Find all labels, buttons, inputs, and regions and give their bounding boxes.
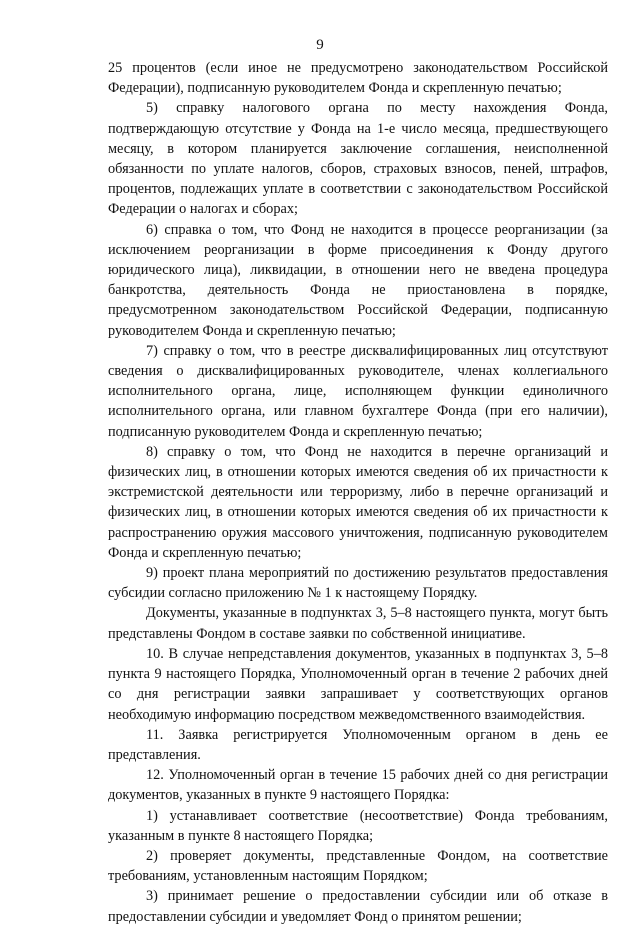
- paragraph-clause-11: 11. Заявка регистрируется Уполномоченным органом в день ее представления.: [108, 726, 608, 763]
- paragraph-clause-10: 10. В случае непредставления документов, указанных в подпунктах 3, 5–8 пункта 9 настоящего Порядка, Уполномоченный орган в течение 2 рабочих дней со дня регистрации заявки запрашивает у соответствующих органов необходимую информацию посредством межведомственного взаимодействия.: [108, 645, 608, 723]
- paragraph-subitem-1: 1) устанавливает соответствие (несоответствие) Фонда требованиям, указанным в пункте 8 настоящего Порядка;: [108, 807, 608, 844]
- paragraph-continuation: 25 процентов (если иное не предусмотрено законодательством Российской Федерации), подписанную руководителем Фонда и скрепленную печатью;: [108, 60, 608, 97]
- paragraph-item-7: 7) справку о том, что в реестре дисквалифицированных лиц отсутствуют сведения о дисквалифицированных руководителе, членах коллегиального исполнительного органа, лице, исполняющем функции единоличного исполнительного органа, или главном бухгалтере Фонда (при его наличии), подписанную руководителем Фонда и скрепленную печатью;: [108, 342, 608, 440]
- paragraph-item-6: 6) справка о том, что Фонд не находится в процессе реорганизации (за исключением реорганизации в форме присоединения к Фонду другого юридического лица), ликвидации, в отношении него не введена процедура банкротства, деятельность Фонда не приостановлена в порядке, предусмотренном законодательством Российской Федерации, подписанную руководителем Фонда и скрепленную печатью;: [108, 221, 608, 339]
- paragraph-subitem-3: 3) принимает решение о предоставлении субсидии или об отказе в предоставлении субсидии и уведомляет Фонд о принятом решении;: [108, 888, 608, 925]
- paragraph-item-5: 5) справку налогового органа по месту нахождения Фонда, подтверждающую отсутствие у Фонда на 1-е число месяца, предшествующего месяцу, в котором планируется заключение соглашения, неисполненной обязанности по уплате налогов, сборов, страховых взносов, пеней, штрафов, процентов, подлежащих уплате в соответствии с законодательством Российской Федерации о налогах и сборах;: [108, 100, 608, 218]
- paragraph-documents-note: Документы, указанные в подпунктах 3, 5–8 настоящего пункта, могут быть представлены Фондом в составе заявки по собственной инициативе.: [108, 605, 608, 642]
- document-body: [108, 58, 608, 927]
- paragraph-item-8: 8) справку о том, что Фонд не находится в перечне организаций и физических лиц, в отношении которых имеются сведения об их причастности к экстремистской деятельности или терроризму, либо в перечне организаций и физических лиц, в отношении которых имеются сведения об их причастности к распространению оружия массового уничтожения, подписанную руководителем Фонда и скрепленную печатью;: [108, 443, 608, 561]
- paragraph-clause-12: 12. Уполномоченный орган в течение 15 рабочих дней со дня регистрации документов, указанных в пункте 9 настоящего Порядка:: [108, 767, 608, 804]
- page-number: 9: [316, 37, 324, 53]
- paragraph-subitem-2: 2) проверяет документы, представленные Фондом, на соответствие требованиям, установленным настоящим Порядком;: [108, 847, 608, 885]
- paragraph-item-9: 9) проект плана мероприятий по достижению результатов предоставления субсидии согласно приложению № 1 к настоящему Порядку.: [108, 565, 608, 602]
